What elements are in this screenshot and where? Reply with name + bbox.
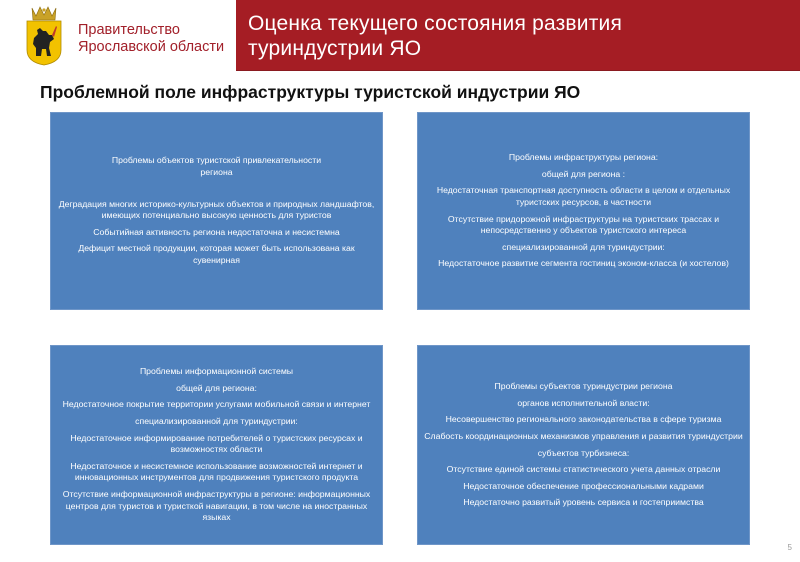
box-subheading: общей для региона: <box>176 382 257 393</box>
box-subheading: субъектов турбизнеса: <box>537 447 630 458</box>
problem-item: Отсутствие информационной инфраструктуры в регионе: информационных центров для туристов и туристкой навигации, в том числе на иностранных языках <box>62 488 371 523</box>
box-heading: Проблемы объектов туристской привлекательности <box>111 155 322 166</box>
problems-information-box <box>50 345 383 545</box>
problems-industry-subjects-box <box>417 345 750 545</box>
page-number: 5 <box>787 543 792 552</box>
problem-item: Недостаточное покрытие территории услугами мобильной связи и интернет <box>62 399 371 410</box>
box-subheading: специализированной для туриндустрии: <box>502 241 665 252</box>
problem-item: Дефицит местной продукции, которая может быть использована как сувенирная <box>78 243 355 265</box>
yaroslavl-emblem-icon <box>22 4 66 66</box>
government-name: Правительство Ярославской области <box>78 22 225 55</box>
title-bar <box>236 0 800 71</box>
box-subheading: специализированной для туриндустрии: <box>135 416 298 427</box>
problem-item: Недостаточная транспортная доступность области в целом и отдельных туристских ресурсов, в частности <box>436 185 731 207</box>
problem-item: Слабость координационных механизмов управления и развития туриндустрии <box>424 430 743 441</box>
problem-item: Отсутствие единой системы статистического учета данных отрасли <box>446 464 721 475</box>
problems-attractions-box <box>50 112 383 310</box>
problem-item: Недостаточное развитие сегмента гостиниц эконом-класса (и хостелов) <box>438 258 729 269</box>
slide-title: Оценка текущего состояния развития туриндустрии ЯО <box>248 12 623 60</box>
problem-item: Событийная активность региона недостаточна и несистемна <box>93 226 340 237</box>
problem-item: Недостаточное информирование потребителей о туристских ресурсах и возможностях области <box>70 432 363 455</box>
problem-item: Отсутствие придорожной инфраструктуры на туристских трассах и непосредственно у объектов туристского интереса <box>447 213 720 236</box>
box-subheading: общей для региона : <box>541 168 626 179</box>
problem-item: Недостаточное обеспечение профессиональными кадрами <box>463 480 704 491</box>
header-logo-area <box>0 0 232 70</box>
box-heading: Проблемы инфраструктуры региона: <box>508 152 659 163</box>
problems-infrastructure-box <box>417 112 750 310</box>
section-title: Проблемной поле инфраструктуры туристской индустрии ЯО <box>40 82 581 102</box>
problem-item: Деградация многих историко-культурных объектов и природных ландшафтов, имеющих потенциально высокую ценность для туристов <box>58 198 375 221</box>
problem-item: Несовершенство регионального законодательства в сфере туризма <box>445 414 722 425</box>
box-subheading: органов исполнительной власти: <box>517 397 650 408</box>
problem-item: Недостаточное и несистемное использование возможностей интернет и инновационных инструментов для продвижения туристского продукта <box>70 460 363 483</box>
box-heading: региона <box>200 167 233 178</box>
box-heading: Проблемы субъектов туриндустрии региона <box>494 381 673 392</box>
problem-item: Недостаточно развитый уровень сервиса и гостеприимства <box>463 497 704 508</box>
box-heading: Проблемы информационной системы <box>139 366 294 377</box>
